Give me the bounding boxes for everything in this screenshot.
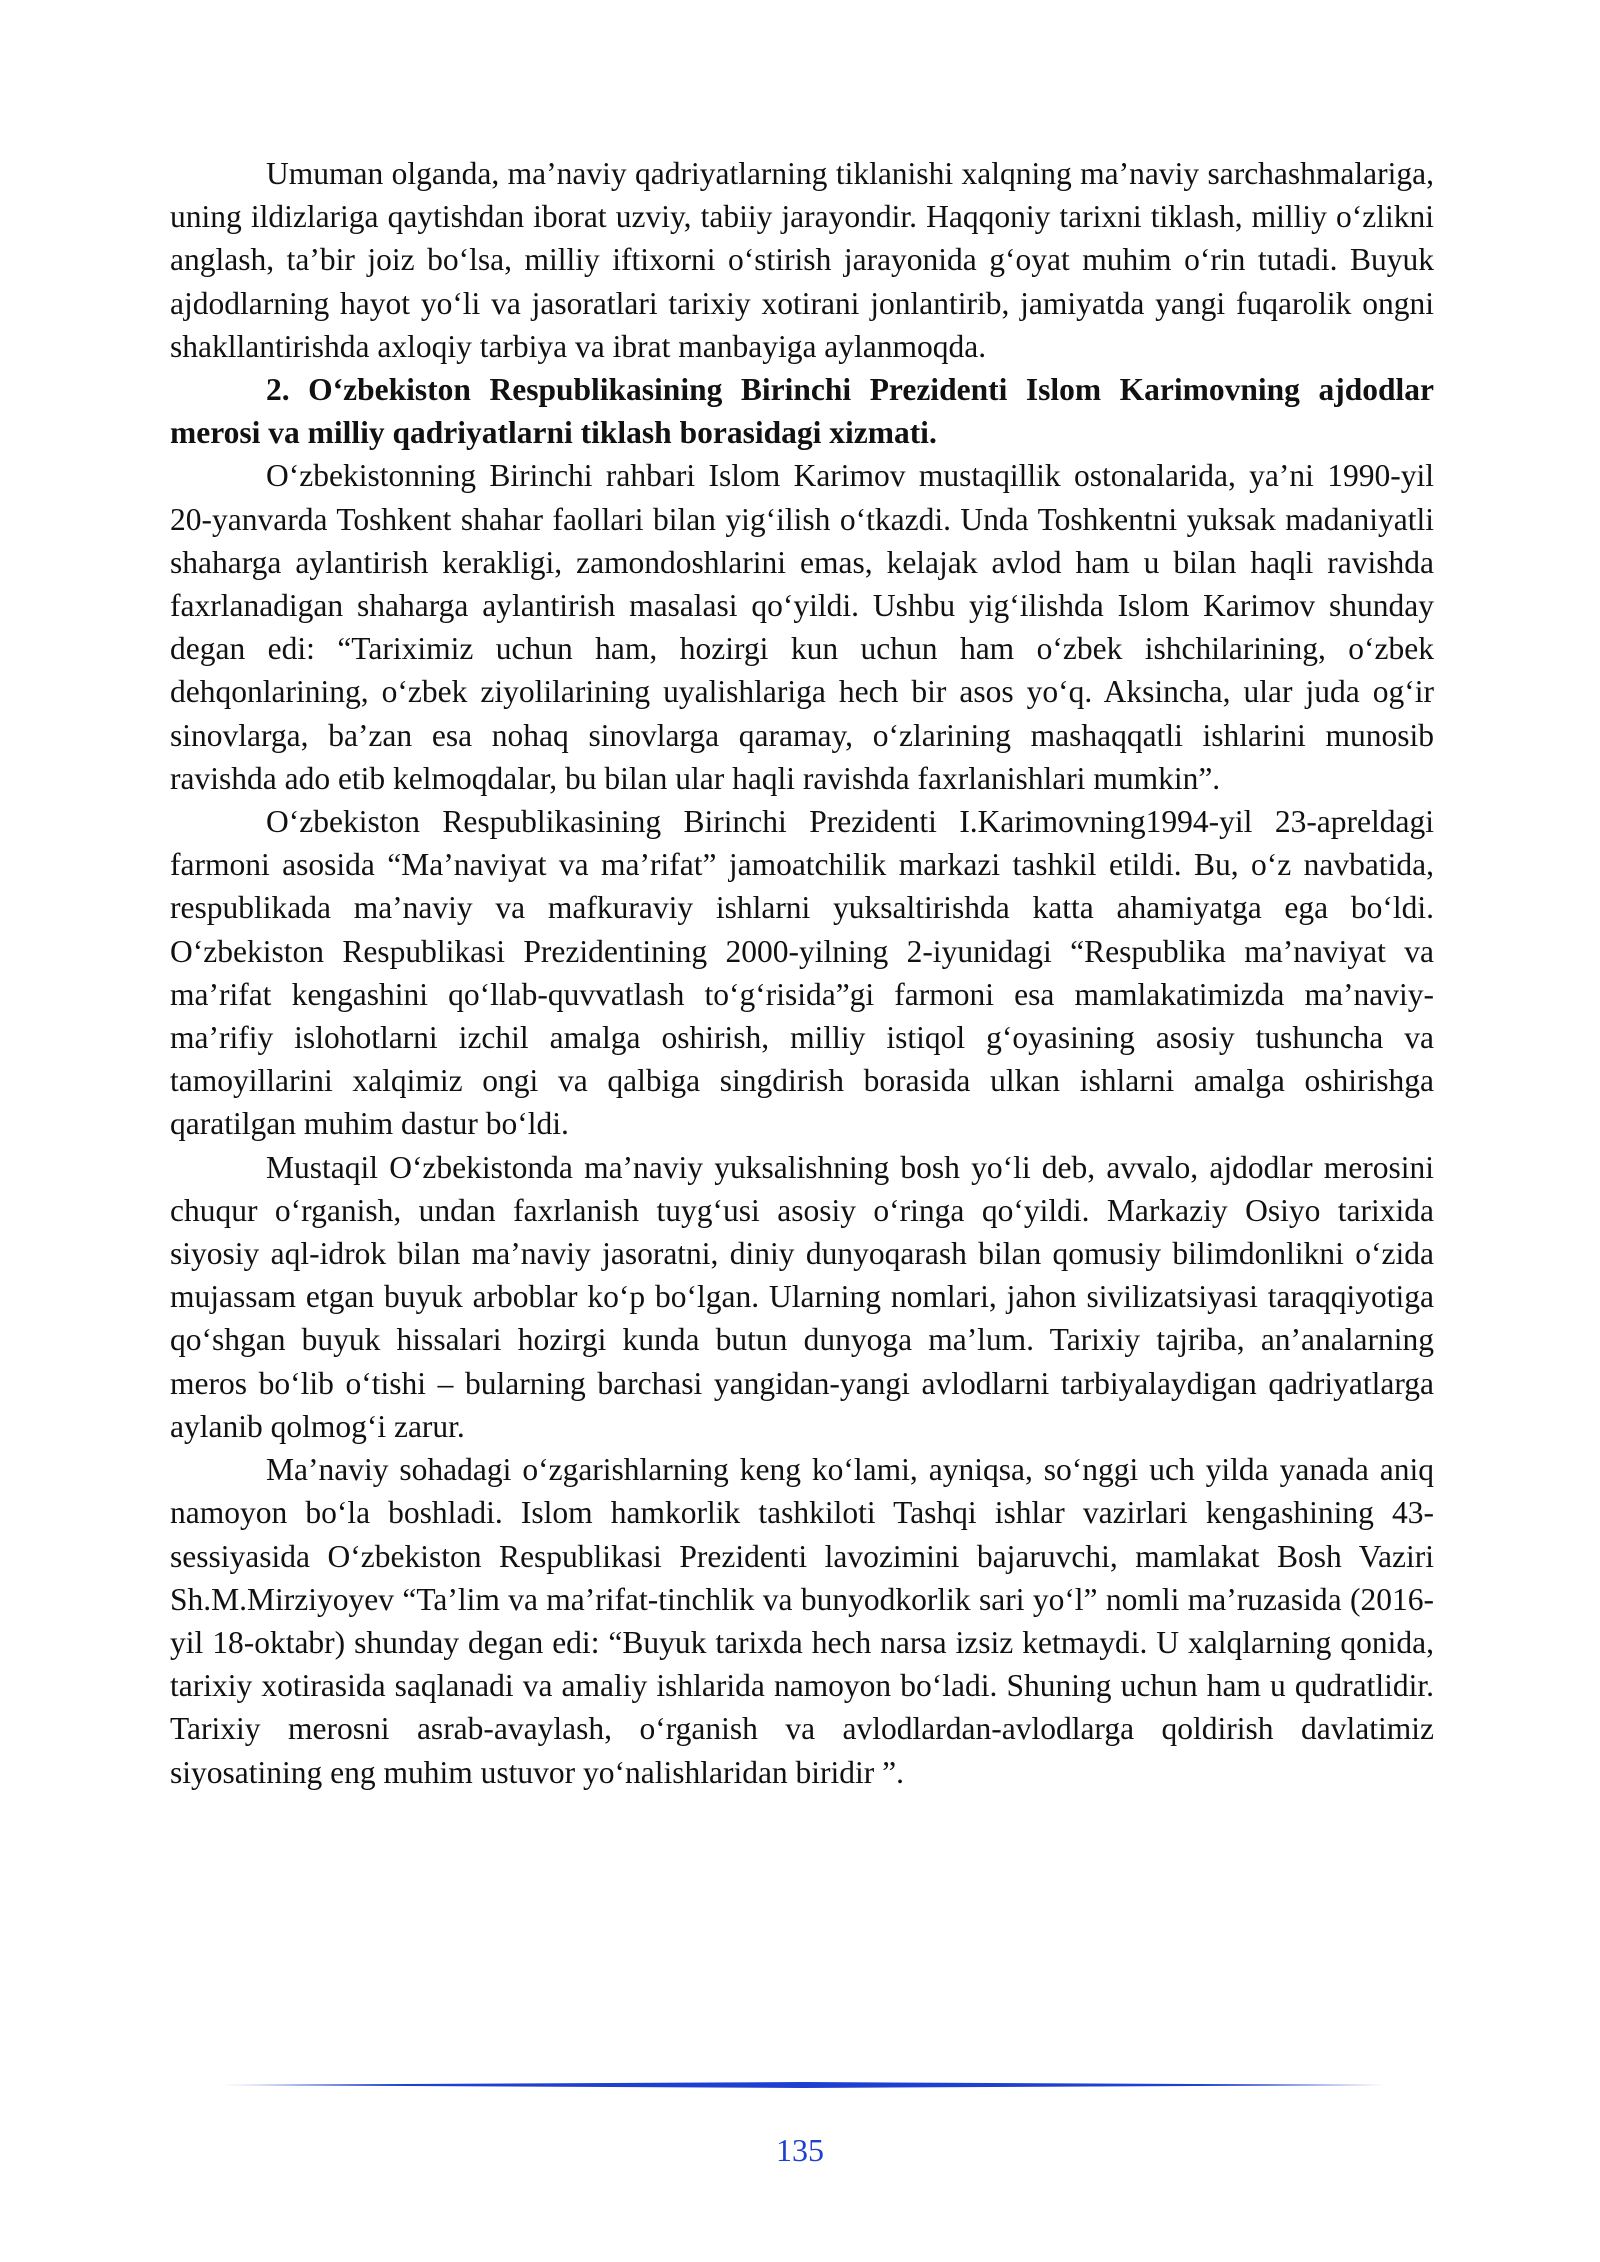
paragraph-mustaqil: Mustaqil O‘zbekistonda ma’naviy yuksalishning bosh yo‘li deb, avvalo, ajdodlar merosini chuqur o‘rganish, undan faxrlanish tuyg‘usi asosiy o‘ringa qo‘yildi. Markaziy Osiyo tarixida siyosiy aql-idrok bilan ma’naviy jasoratni, diniy dunyoqarash bilan qomusiy bilimdonlikni o‘zida mujassam etgan buyuk arboblar ko‘p bo‘lgan. Ularning nomlari, jahon sivilizatsiyasi taraqqiyotiga qo‘shgan buyuk hissalari hozirgi kunda butun dunyoga ma’lum. Tarixiy tajriba, an’analarning meros bo‘lib o‘tishi – bularning barchasi yangidan-yangi avlodlarni tarbiyalaydigan qadriyatlarga aylanib qolmog‘i zarur. bbox=[170, 1149, 1434, 1444]
paragraph-intro: Umuman olganda, ma’naviy qadriyatlarning tiklanishi xalqning ma’naviy sarchashmalariga, uning ildizlariga qaytishdan iborat uzviy, tabiiy jarayondir. Haqqoniy tarixni tiklash, milliy o‘zlikni anglash, ta’bir joiz bo‘lsa, milliy iftixorni o‘stirish jarayonida g‘oyat muhim o‘rin tutadi. Buyuk ajdodlarning hayot yo‘li va jasoratlari tarixiy xotirani jonlantirib, jamiyatda yangi fuqarolik ongni shakllantirishda axloqiy tarbiya va ibrat manbayiga aylanmoqda. bbox=[170, 156, 1434, 364]
paragraph-karimov-1990: O‘zbekistonning Birinchi rahbari Islom Karimov mustaqillik ostonalarida, ya’ni 1990-yil 20-yanvarda Toshkent shahar faollari bilan yig‘ilish o‘tkazdi. Unda Toshkentni yuksak madaniyatli shaharga aylantirish kerakligi, zamondoshlarini emas, kelajak avlod ham u bilan haqli ravishda faxrlanadigan shaharga aylantirish masalasi qo‘yildi. Ushbu yig‘ilishda Islom Karimov shunday degan edi: “Tariximiz uchun ham, hozirgi kun uchun ham o‘zbek ishchilarining, o‘zbek dehqonlarining, o‘zbek ziyolilarining uyalishlariga hech bir asos yo‘q. Aksincha, ular juda og‘ir sinovlarga, ba’zan esa nohaq sinovlarga qaramay, o‘zlarining mashaqqatli ishlarini munosib ravishda ado etib kelmoqdalar, bu bilan ular haqli ravishda faxrlanishlari mumkin”. bbox=[170, 458, 1434, 796]
footer-divider-line bbox=[222, 2082, 1384, 2088]
section-heading: 2. O‘zbekiston Respublikasining Birinchi Prezidenti Islom Karimovning ajdodlar merosi va milliy qadriyatlarni tiklash borasidagi xizmati. bbox=[170, 372, 1434, 451]
paragraph-farmon-1994: O‘zbekiston Respublikasining Birinchi Prezidenti I.Karimovning1994-yil 23-apreldagi farmoni asosida “Ma’naviyat va ma’rifat” jamoatchilik markazi tashkil etildi. Bu, o‘z navbatida, respublikada ma’naviy va mafkuraviy ishlarni yuksaltirishda katta ahamiyatga ega bo‘ldi. O‘zbekiston Respublikasi Prezidentining 2000-yilning 2-iyunidagi “Respublika ma’naviyat va ma’rifat kengashini qo‘llab-quvvatlash to‘g‘risida”gi farmoni esa mamlakatimizda ma’naviy-ma’rifiy islohotlarni izchil amalga oshirish, milliy istiqol g‘oyasining asosiy tushuncha va tamoyillarini xalqimiz ongi va qalbiga singdirish borasida ulkan ishlarni amalga oshirishga qaratilgan muhim dastur bo‘ldi. bbox=[170, 804, 1434, 1142]
page-number: 135 bbox=[776, 2132, 824, 2168]
paragraph-manaviy-soha: Ma’naviy sohadagi o‘zgarishlarning keng ko‘lami, ayniqsa, so‘nggi uch yilda yanada aniq namoyon bo‘la boshladi. Islom hamkorlik tashkiloti Tashqi ishlar vazirlari kengashining 43-sessiyasida O‘zbekiston Respublikasi Prezidenti lavozimini bajaruvchi, mamlakat Bosh Vaziri Sh.M.Mirziyoyev “Ta’lim va ma’rifat-tinchlik va bunyodkorlik sari yo‘l” nomli ma’ruzasida (2016-yil 18-oktabr) shunday degan edi: “Buyuk tarixda hech narsa izsiz ketmaydi. U xalqlarning qonida, tarixiy xotirasida saqlanadi va amaliy ishlarida namoyon bo‘ladi. Shuning uchun ham u qudratlidir. Tarixiy merosni asrab-avaylash, o‘rganish va avlodlardan-avlodlarga qoldirish davlatimiz siyosatining eng muhim ustuvor yo‘nalishlaridan biridir ”. bbox=[170, 1452, 1434, 1790]
body-text bbox=[170, 152, 1434, 1794]
footer-divider bbox=[222, 2082, 1384, 2088]
